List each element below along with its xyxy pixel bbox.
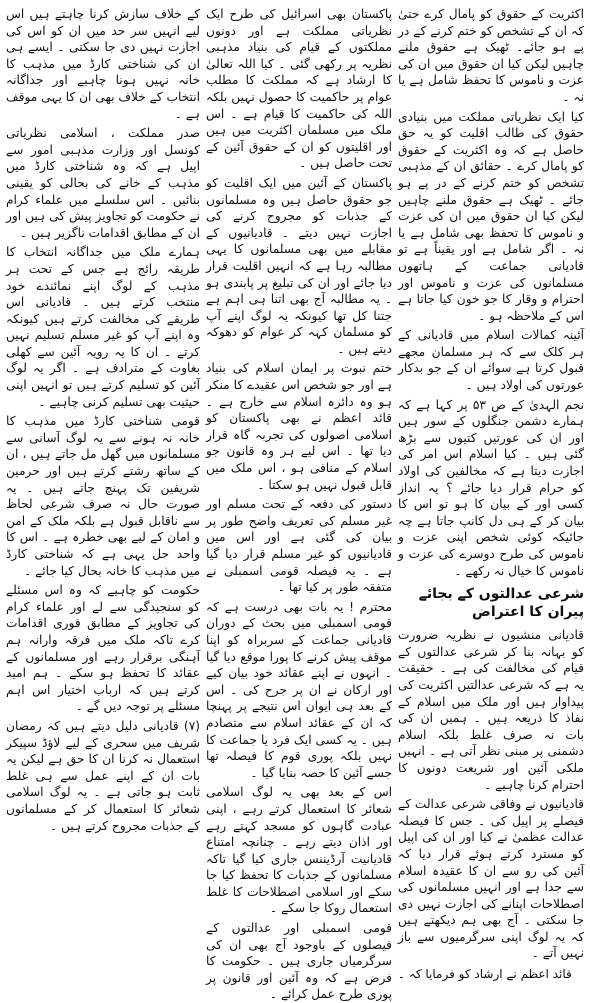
- paragraph: نجم الہدیٰ کے ص ۵۳ پر کہا ہے کہ ہمارے دشمن جنگلوں کے سور ہیں اور ان کی عورتیں کتیوں سے بڑھ گئی ہیں ۔ کیا اسلام اس امر کی اجازت دیتا ہے کہ مخالفین کی اولاد کو حرام قرار دیا جائے ؟ یہ انداز کسی اور کے بیان کا ہو تو اس کا بیان کر کے ہی دل کانپ جاتا ہے چہ جائیکہ کوئی شخص اپنی عزت و ناموس کی طرح دوسرے کی عزت و ناموس کا خیال نہ رکھے ۔: [398, 397, 584, 578]
- paragraph: صدر مملکت ، اسلامی نظریاتی کونسل اور وزارت مذہبی امور سے اپیل ہے کہ وہ شناختی کارڈ میں مذہب کے خانے کی بحالی کو یقینی بنائیں ۔ اس سلسلے میں علماء کرام نے حکومت کو تجاویز پیش کی ہیں اور ان کے مطابق اقدامات ناگزیر ہیں ۔: [6, 126, 200, 240]
- paragraph: محترم ! یہ بات بھی درست ہے کہ قومی اسمبلی میں بحث کے دوران قادیانی جماعت کے سربراہ کو اپنا موقف پیش کرنے کا پورا موقع دیا گیا ۔ انہوں نے اپنے عقائد خود بیان کیے اور ارکان نے ان پر جرح کی ۔ اس کے بعد ہی ایوان اس نتیجے پر پہنچا کہ ان کے عقائد اسلام سے متصادم ہیں ۔ یہ کسی ایک فرد یا جماعت کا نہیں بلکہ پوری قوم کا فیصلہ تھا جسے آئین کا حصہ بنایا گیا ۔: [206, 599, 392, 780]
- section-heading: شرعی عدالتوں کے بجائے پیران کا اعتراض: [418, 586, 584, 621]
- paragraph: پاکستان کے آئین میں ایک اقلیت کو جو حقوق حاصل ہیں وہ مسلمانوں کے جذبات کو مجروح کرنے کی اجازت نہیں دیتے ۔ قادیانیوں کے مقابلے میں بھی مسلمانوں کا یہی مطالبہ رہا ہے کہ انہیں اقلیت قرار دیا جائے اور ان کی تبلیغ پر پابندی ہو ۔ یہ مطالبہ آج بھی اتنا ہی اہم ہے جتنا کل تھا کیونکہ یہ لوگ اپنے آپ کو مسلمان کہہ کر عوام کو دھوکہ دیتے ہیں ۔: [206, 175, 392, 356]
- column-left: [6, 6, 200, 833]
- newspaper-page: [6, 6, 584, 1002]
- paragraph: اس کے بعد بھی یہ لوگ اسلامی شعائر کا استعمال کرتے رہے ، اپنی عبادت گاہوں کو مسجد کہتے رہے اور اذان دیتے رہے ۔ چنانچہ امتناع قادیانیت آرڈیننس جاری کیا گیا تاکہ مسلمانوں کے جذبات کا تحفظ کیا جا سکے اور اسلامی اصطلاحات کا غلط استعمال روکا جا سکے ۔: [206, 785, 392, 916]
- paragraph: قادیانیوں نے وفاقی شرعی عدالت کے فیصلے پر اپیل کی ۔ جس کا فیصلہ عدالت عظمیٰ نے کیا اور ان کی اپیل کو مسترد کرتے ہوئے قرار دیا کہ آئین کی رو سے ان کا عقیدہ اسلام سے جدا ہے اور انہیں مسلمانوں کی اصطلاحات اپنانے کی اجازت نہیں دی جا سکتی ۔ آج بھی ہم دیکھتے ہیں کہ یہ لوگ اپنی سرگرمیوں سے باز نہیں آتے ۔: [398, 797, 584, 961]
- column-middle: [206, 6, 392, 1002]
- paragraph: (۷) قادیانی دلیل دیتے ہیں کہ رمضان شریف میں سحری کے لیے لاؤڈ سپیکر استعمال نہ کرنا ان کا حق ہے لیکن یہ بات ان کے اپنے عمل سے ہی غلط ثابت ہو جاتی ہے ۔ یہ لوگ اسلامی شعائر کا استعمال کر کے مسلمانوں کے جذبات مجروح کرتے ہیں ۔: [6, 718, 200, 833]
- paragraph: کیا ایک نظریاتی مملکت میں بنیادی حقوق کی طالب اقلیت کو یہ حق حاصل ہے کہ وہ اکثریت کے حقوق کو پامال کرے ۔ حقائق ان کے مذہبی تشخص کو ختم کرنے کے در پے ہو جائے ۔ ٹھیک ہے حقوق ملنے چاہیں لیکن کیا ان حقوق میں ان کی عزت و ناموس کا تحفظ بھی شامل ہے یا نہ ۔ اگر شامل ہے اور یقیناً ہے تو قادیانی جماعت کے ہاتھوں مسلمانوں کی عزت و ناموس اور احترام و وقار کا جو خون کیا جاتا ہے اس کے ملاحظہ ہو ۔: [398, 109, 584, 323]
- paragraph: کے خلاف سازش کرنا چاہتے ہیں اس لیے انہیں سر حد میں ان کو اس کی اجازت نہیں دی جا سکتی ۔ ایسے ہی ان کی شناختی کارڈ میں مذہب کا خانہ نہیں ہونا چاہیے اور جداگانہ انتخاب کے خلاف بھی ان کا یہی موقف ہے ۔: [6, 7, 200, 121]
- paragraph: قومی اسمبلی اور عدالتوں کے فیصلوں کے باوجود آج بھی ان کی سرگرمیاں جاری ہیں ۔ حکومت کا فرض ہے کہ وہ آئین اور قانون پر پوری طرح عمل کرائے ۔: [206, 921, 392, 1002]
- paragraph: ختم نبوت پر ایمان اسلام کی بنیاد ہے اور جو شخص اس عقیدے کا منکر ہو وہ دائرہ اسلام سے خارج ہے ۔ قائد اعظم نے بھی پاکستان کو اسلامی اصولوں کی تجربہ گاہ قرار دیا تھا ۔ اس لیے ہر وہ قانون جو اسلام کے منافی ہو ، اس ملک میں قابل قبول نہیں ہو سکتا ۔: [206, 361, 392, 492]
- paragraph: آئینہ کمالات اسلام میں قادیانی کے ہر کلک سے کہ ہر مسلمان مجھے قبول کرتا ہے سوائے ان کے جو بدکار عورتوں کی اولاد ہیں ۔: [398, 328, 584, 393]
- paragraph: قادیانی منشیوں نے نظریہ ضرورت کو بہانہ بنا کر شرعی عدالتوں کے قیام کی مخالفت کی ہے ۔ حقیقت یہ ہے کہ شرعی عدالتیں اکثریت کی پیداوار ہیں اور ملک میں اسلام کے نفاذ کا ذریعہ ہیں ۔ ہمیں ان کی بات نہ صرف غلط بلکہ اسلام دشمنی پر مبنی نظر آتی ہے ۔ انہیں ملکی آئین اور شریعت دونوں کا احترام کرنا چاہیے ۔: [398, 628, 584, 792]
- paragraph: قومی شناختی کارڈ میں مذہب کا خانہ نہ ہونے سے یہ لوگ آسانی سے مسلمانوں میں گھل مل جاتے ہیں ، ان کے ساتھ رشتے کرتے ہیں اور حرمین شریفین تک پہنچ جاتے ہیں ۔ یہ صورت حال نہ صرف شرعی لحاظ سے ناقابل قبول ہے بلکہ ملک کے امن و امان کے لیے بھی خطرہ ہے ۔ اس کا واحد حل یہی ہے کہ شناختی کارڈ میں مذہب کا خانہ بحال کیا جائے ۔: [6, 414, 200, 578]
- paragraph: ہمارے ملک میں جداگانہ انتخاب کا طریقہ رائج ہے جس کے تحت ہر مذہب کے لوگ اپنے نمائندے خود منتخب کرتے ہیں ۔ قادیانی اس طریقے کی مخالفت کرتے ہیں کیونکہ وہ اپنے آپ کو غیر مسلم تسلیم نہیں کرتے ۔ ان کا یہ رویہ آئین سے کھلی بغاوت کے مترادف ہے ۔ اگر یہ لوگ آئین کو تسلیم کرتے ہیں تو انہیں اپنی حیثیت بھی تسلیم کرنی چاہیے ۔: [6, 245, 200, 409]
- paragraph: اکثریت کے حقوق کو پامال کرے حتیٰ کہ ان کے تشخص کو ختم کرنے کے در پے ہو جائے۔ ٹھیک ہے حقوق ملنے چاہیں لیکن کیا ان حقوق میں ان کی عزت و ناموس کا تحفظ شامل ہے یا نہ ۔: [398, 7, 584, 104]
- paragraph: دستور کی دفعہ کے تحت مسلم اور غیر مسلم کی تعریف واضح طور پر بیان کی گئی ہے اور اس میں قادیانیوں کو غیر مسلم قرار دیا گیا ہے ۔ یہ فیصلہ قومی اسمبلی نے متفقہ طور پر کیا تھا ۔: [206, 497, 392, 595]
- paragraph: حکومت کو چاہیے کہ وہ اس مسئلے کو سنجیدگی سے لے اور علماء کرام کی تجاویز کے مطابق فوری اقدامات کرے تاکہ ملک میں فرقہ وارانہ ہم آہنگی برقرار رہے اور مسلمانوں کے عقائد کا تحفظ ہو سکے ۔ ہم امید کرتے ہیں کہ ارباب اختیار اس اہم مسئلے پر توجہ دیں گے ۔: [6, 583, 200, 714]
- paragraph: پاکستان بھی اسرائیل کی طرح ایک نظریاتی مملکت ہے اور دونوں مملکتوں کے قیام کی بنیاد مذہبی نظریہ پر رکھی گئی ۔ کیا اللہ تعالیٰ کا ارشاد ہے کہ مملکت کا مطلب عوام پر حاکمیت کا حصول نہیں بلکہ اللہ کی حاکمیت کا قیام ہے ۔ اس ملک میں مسلمان اکثریت میں ہیں اور اقلیتوں کو ان کے حقوق آئین کے تحت حاصل ہیں ۔: [206, 7, 392, 171]
- column-right: [398, 6, 584, 982]
- closing-line: قائد اعظم نے ارشاد کو فرمایا کہ ۔: [398, 967, 572, 982]
